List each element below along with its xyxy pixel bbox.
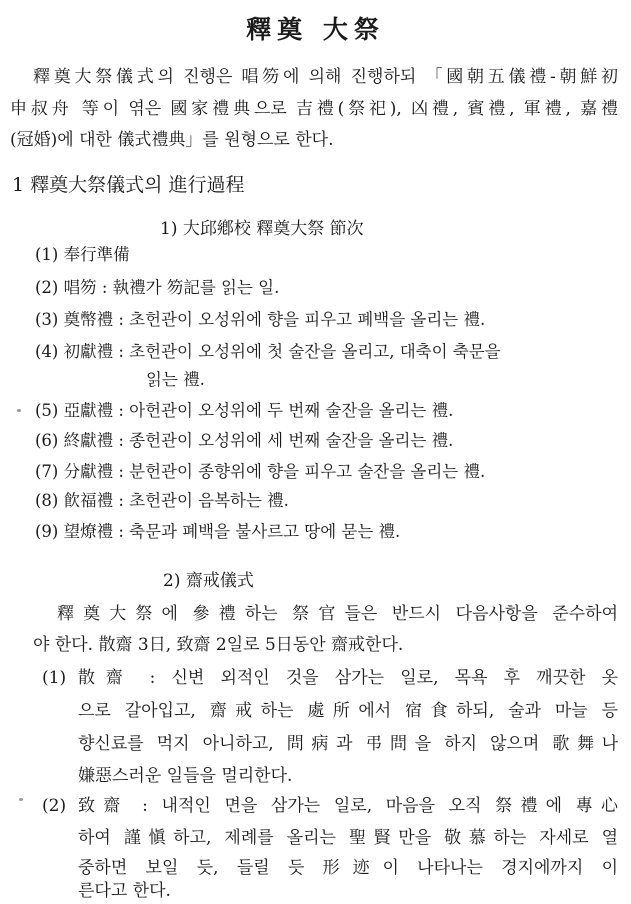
document-title: 釋奠 大祭	[246, 15, 385, 44]
body-line: 중하면 보일 듯, 들릴 듯 形迹이 나타나는 경지에까지 이	[78, 858, 618, 878]
item-number: (7)	[35, 462, 59, 481]
item-number: (3)	[35, 310, 59, 329]
section-heading: 1 釋奠大祭儀式의 進行過程	[12, 174, 245, 196]
item-number: (6)	[35, 431, 59, 450]
item-text: 終獻禮 : 종헌관이 오성위에 세 번째 술잔을 올리는 禮.	[63, 431, 454, 450]
scan-artifact	[19, 798, 23, 801]
item-text: 分獻禮 : 분헌관이 종향위에 향을 피우고 술잔을 올리는 禮.	[63, 462, 486, 481]
procedure-item	[35, 430, 453, 452]
item-number: (5)	[35, 401, 59, 420]
procedure-item	[35, 244, 130, 266]
item-text: 初獻禮 : 초헌관이 오성위에 첫 술잔을 올리고, 대축이 축문을	[63, 342, 501, 361]
item-text: 飮福禮 : 초헌관이 음복하는 禮.	[63, 491, 289, 510]
body-line: 嫌惡스러운 일들을 멀리한다.	[78, 766, 293, 786]
procedure-item	[35, 341, 501, 363]
body-line: 향신료를 먹지 아니하고, 問病과 弔問을 하지 않으며 歌舞나	[78, 734, 618, 754]
item-text: 奉行準備	[63, 245, 130, 264]
procedure-item	[35, 521, 400, 543]
procedure-item	[35, 490, 289, 512]
item-number: (1)	[42, 668, 67, 688]
body-line: 하여 謹愼하고, 제례를 올리는 聖賢만을 敬慕하는 자세로 열	[78, 828, 618, 848]
intro-line: (冠婚)에 대한 儀式禮典」를 원형으로 한다.	[10, 130, 334, 150]
procedure-item	[35, 277, 279, 299]
item-text: 奠幣禮 : 초헌관이 오성위에 향을 피우고 폐백을 올리는 禮.	[63, 310, 486, 329]
scan-artifact	[17, 409, 21, 412]
item-number: (9)	[35, 522, 59, 541]
intro-line: 釋奠大祭儀式의 진행은 唱笏에 의해 진행하되 「國朝五儀禮-朝鮮初	[33, 67, 618, 87]
item-number: (2)	[35, 278, 59, 297]
item-text: 唱笏 : 執禮가 笏記를 읽는 일.	[63, 278, 280, 297]
procedure-item-continuation: 읽는 禮.	[146, 370, 205, 389]
body-line: 야 한다. 散齋 3日, 致齋 2일로 5日동안 齋戒한다.	[33, 635, 404, 655]
body-line: 으로 갈아입고, 齋戒하는 處所에서 宿食하되, 술과 마늘 등	[78, 701, 618, 721]
item-text: 望燎禮 : 축문과 폐백을 불사르고 땅에 묻는 禮.	[63, 522, 401, 541]
body-line: 致齋 : 내적인 면을 삼가는 일로, 마음을 오직 祭禮에 專心	[78, 796, 618, 816]
subsection-heading: 2) 齋戒儀式	[163, 571, 254, 591]
subsection-heading: 1) 大邱鄕校 釋奠大祭 節次	[160, 219, 364, 239]
body-line: 散齋 : 신변 외적인 것을 삼가는 일로, 목욕 후 깨끗한 옷	[78, 668, 618, 688]
procedure-item	[35, 400, 453, 422]
item-number: (1)	[35, 245, 59, 264]
body-line: 釋奠大祭에 參禮하는 祭官들은 반드시 다음사항을 준수하여	[57, 604, 618, 624]
item-number: (8)	[35, 491, 59, 510]
body-line: 른다고 한다.	[78, 881, 171, 901]
intro-line: 申叔舟 等이 엮은 國家禮典으로 吉禮(祭祀), 凶禮, 賓禮, 軍禮, 嘉禮	[10, 99, 618, 119]
item-text: 亞獻禮 : 아헌관이 오성위에 두 번째 술잔을 올리는 禮.	[63, 401, 454, 420]
procedure-item	[35, 309, 485, 331]
procedure-item	[35, 461, 485, 483]
item-number: (4)	[35, 342, 59, 361]
item-number: (2)	[42, 796, 67, 816]
